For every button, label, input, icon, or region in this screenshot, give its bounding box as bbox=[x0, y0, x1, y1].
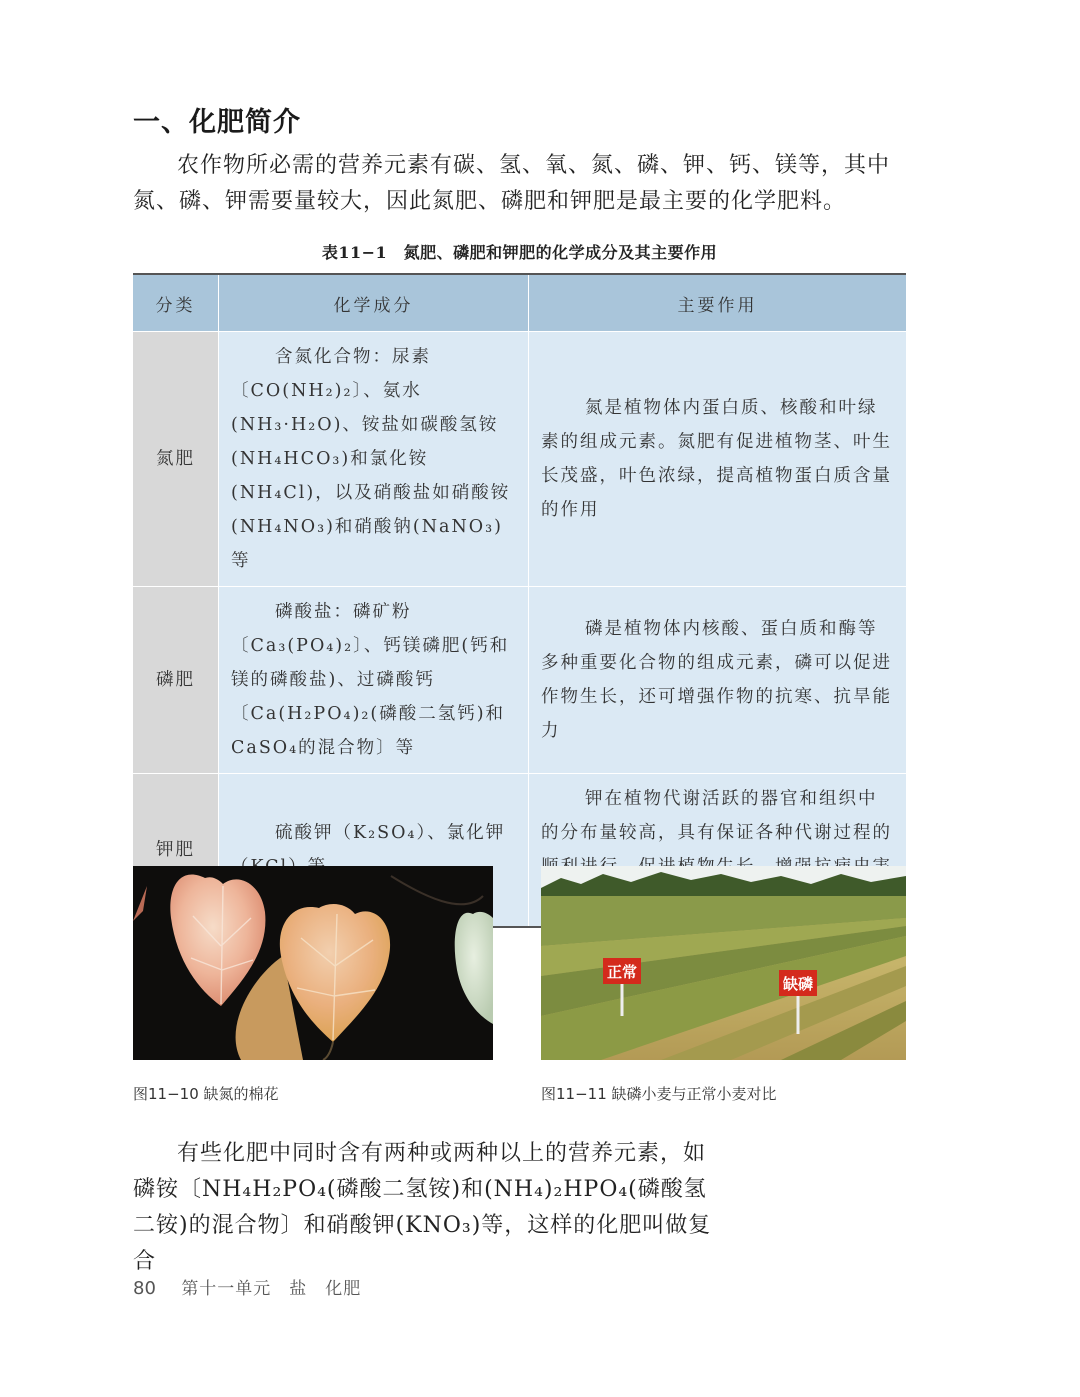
normal-sign-text: 正常 bbox=[606, 963, 638, 981]
header-category: 分类 bbox=[133, 274, 219, 332]
wheat-field-photo bbox=[541, 866, 906, 1060]
composition-cell: 硫酸钾（K₂SO₄）、氯化钾 bbox=[219, 774, 529, 928]
effect-cell: 氮是植物体内蛋白质、核酸和叶绿素的组成元素。氮肥有促进植物茎、叶生长茂盛，叶色浓绿，提高植物蛋白质含量的作用 bbox=[529, 332, 907, 587]
category-cell: 氮肥 bbox=[133, 332, 219, 587]
table-row bbox=[133, 332, 906, 587]
table-header-row bbox=[133, 274, 906, 332]
category-cell: 磷肥 bbox=[133, 587, 219, 774]
figure-caption-wheat: 图11−11 缺磷小麦与正常小麦对比 bbox=[541, 1085, 777, 1103]
intro-paragraph: 农作物所必需的营养元素有碳、氢、氧、氮、磷、钾、钙、镁等，其中氮、磷、钾需要量较大，因此氮肥、磷肥和钾肥是最主要的化学肥料。 bbox=[133, 153, 891, 214]
outro-paragraph: 有些化肥中同时含有两种或两种以上的营养元素，如磷铵〔NH₄H₂PO₄(磷酸二氢铵)和(NH₄)₂HPO₄(磷酸氢二铵)的混合物〕和硝酸钾(KNO₃)等，这样的化肥叫做复合 bbox=[133, 1141, 712, 1274]
category-cell: 钾肥 bbox=[133, 774, 219, 928]
composition-cell: 含氮化合物：尿素〔CO(NH₂)₂〕、氨水(NH₃·H₂O)、铵盐如碳酸氢铵(NH₄HCO₃)和氯化铵(NH₄Cl)，以及硝酸盐如硝酸铵(NH₄NO₃)和硝酸钠(NaNO₃)等 bbox=[219, 332, 529, 587]
table-row bbox=[133, 587, 906, 774]
page-number: 80 bbox=[133, 1278, 156, 1299]
figure-caption-cotton: 图11−10 缺氮的棉花 bbox=[133, 1085, 279, 1103]
effect-cell: 磷是植物体内核酸、蛋白质和酶等多种重要化合物的组成元素，磷可以促进作物生长，还可增强作物的抗寒、抗旱能力 bbox=[529, 587, 907, 774]
unit-title: 第十一单元 盐 化肥 bbox=[181, 1279, 362, 1299]
header-composition: 化学成分 bbox=[219, 274, 529, 332]
deficient-sign-text: 缺磷 bbox=[782, 975, 814, 993]
composition-cell: 磷酸盐：磷矿粉〔Ca₃(PO₄)₂〕、钙镁磷肥(钙和镁的磷酸盐)、过磷酸钙〔Ca(H₂PO₄)₂(磷酸二氢钙)和CaSO₄的混合物〕等 bbox=[219, 587, 529, 774]
header-effect: 主要作用 bbox=[529, 274, 907, 332]
effect-cell: 钾在植物代谢活跃的器官和组织中的分布量较高，具有保证各种代谢过程的 bbox=[529, 774, 907, 928]
section-heading: 一、化肥简介 bbox=[133, 107, 301, 138]
table-caption: 表11−1 氮肥、磷肥和钾肥的化学成分及其主要作用 bbox=[321, 243, 718, 262]
cotton-leaves-photo bbox=[133, 866, 493, 1060]
page-footer bbox=[133, 1274, 361, 1299]
fertilizer-table bbox=[133, 273, 906, 928]
